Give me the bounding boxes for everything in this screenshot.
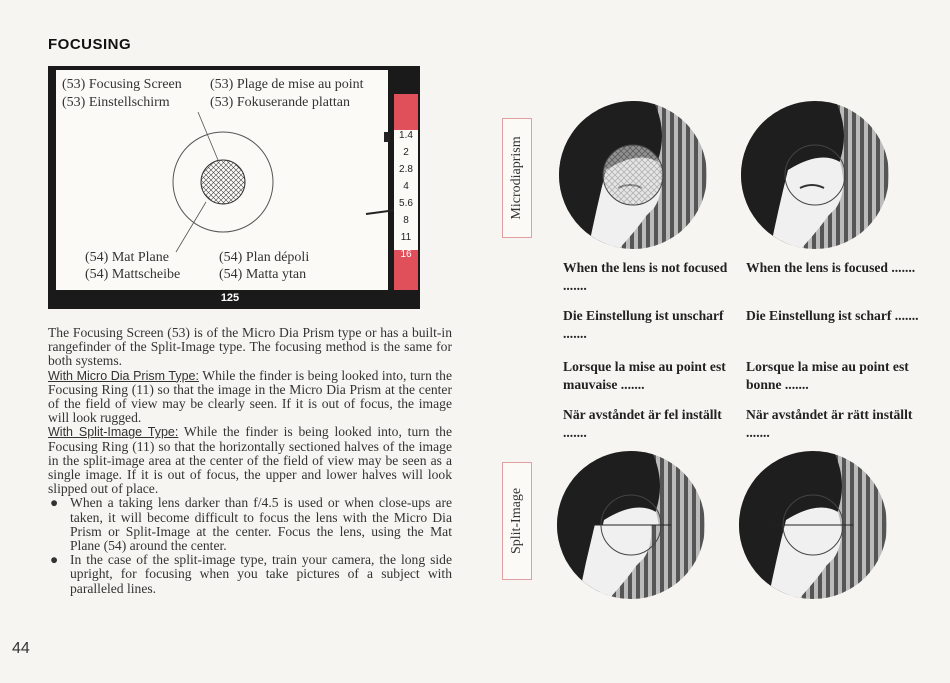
- split-text: While the finder is being looked into, turn the Focusing Ring (11) so that the horizontally sectioned halves of the image in the split-image area at the center of the field of view may be seen as a single image. If it is out of focus, the upper and lower halves will look slipped out of place.: [48, 424, 453, 497]
- photo-split-image-focused: [738, 450, 888, 600]
- caption-not-focused-fr: Lorsque la mise au point est mauvaise .......: [563, 359, 726, 392]
- caption-focused-fr: Lorsque la mise au point est bonne .......: [746, 359, 909, 392]
- aperture-value: 4: [403, 181, 409, 192]
- micro-paragraph: [48, 369, 452, 426]
- split-image-label-box: [502, 462, 532, 580]
- caption-not-focused-en: When the lens is not focused .......: [563, 260, 728, 293]
- page-heading: FOCUSING: [48, 36, 132, 53]
- aperture-value: 2.8: [399, 164, 413, 175]
- aperture-value: 1.4: [399, 130, 413, 141]
- aperture-value: 16: [400, 249, 412, 260]
- split-paragraph: [48, 425, 452, 496]
- aperture-value: 11: [400, 232, 412, 243]
- caption-not-focused-sv: När avståndet är fel inställt .......: [563, 407, 722, 440]
- notes-list: [48, 496, 452, 595]
- aperture-scale-red-top: [394, 94, 418, 130]
- list-item: ● When a taking lens darker than f/4.5 is used or when close-ups are taken, it will become difficult to focus the lens with the Micro Dia Prism or Split-Image at the center. Focus the lens, using the Mat Plane (54) around the center.: [50, 495, 452, 554]
- label-mat-plane-de: (54) Mattscheibe: [85, 267, 181, 282]
- bullet-icon: ●: [50, 552, 59, 568]
- label-mat-plane-en: (54) Mat Plane: [85, 250, 169, 265]
- aperture-scale: [394, 94, 418, 290]
- photo-microprism-focused: [740, 100, 890, 250]
- microdiaprism-label-box: [502, 118, 532, 238]
- label-focusing-screen-fr: (53) Plage de mise au point: [210, 77, 364, 92]
- body-text: [48, 326, 452, 596]
- shutter-speed-readout: 125: [220, 292, 240, 304]
- list-item: ● In the case of the split-image type, train your camera, the long side upright, for focusing when you take pictures of a subject with paralleled lines.: [50, 552, 452, 596]
- micro-heading: With Micro Dia Prism Type:: [48, 368, 199, 383]
- bullet-icon: ●: [50, 495, 59, 511]
- split-image-label: Split-Image: [509, 487, 524, 555]
- label-focusing-screen-en: (53) Focusing Screen: [62, 77, 182, 92]
- caption-not-focused-de: Die Einstellung ist unscharf .......: [563, 308, 724, 341]
- label-mat-plane-fr: (54) Plan dépoli: [219, 250, 310, 265]
- label-focusing-screen-sv: (53) Fokuserande plattan: [210, 95, 350, 110]
- page-number: 44: [12, 640, 30, 657]
- intro-paragraph: The Focusing Screen (53) is of the Micro Dia Prism type or has a built-in rangefinder of the Split-Image type. The focusing method is the same for both systems.: [48, 325, 452, 369]
- aperture-value: 5.6: [399, 198, 413, 209]
- photo-split-image-unfocused: [556, 450, 706, 600]
- photo-microprism-unfocused: [558, 100, 708, 250]
- split-heading: With Split-Image Type:: [48, 425, 179, 440]
- label-mat-plane-sv: (54) Matta ytan: [219, 267, 307, 282]
- micro-text: While the finder is being looked into, turn the Focusing Ring (11) so that the image in the Micro Dia Prism at the center of the field of view may be clearly seen. If it is out of focus, the image will look rugged.: [48, 367, 452, 426]
- aperture-value: 2: [403, 147, 409, 158]
- caption-focused-en: When the lens is focused .......: [746, 260, 916, 275]
- label-focusing-screen-de: (53) Einstellschirm: [62, 95, 170, 110]
- caption-focused-de: Die Einstellung ist scharf .......: [746, 308, 919, 323]
- caption-focused-sv: När avståndet är rätt inställt .......: [746, 407, 913, 440]
- aperture-value: 8: [403, 215, 409, 226]
- microdiaprism-label: Microdiaprism: [509, 136, 524, 220]
